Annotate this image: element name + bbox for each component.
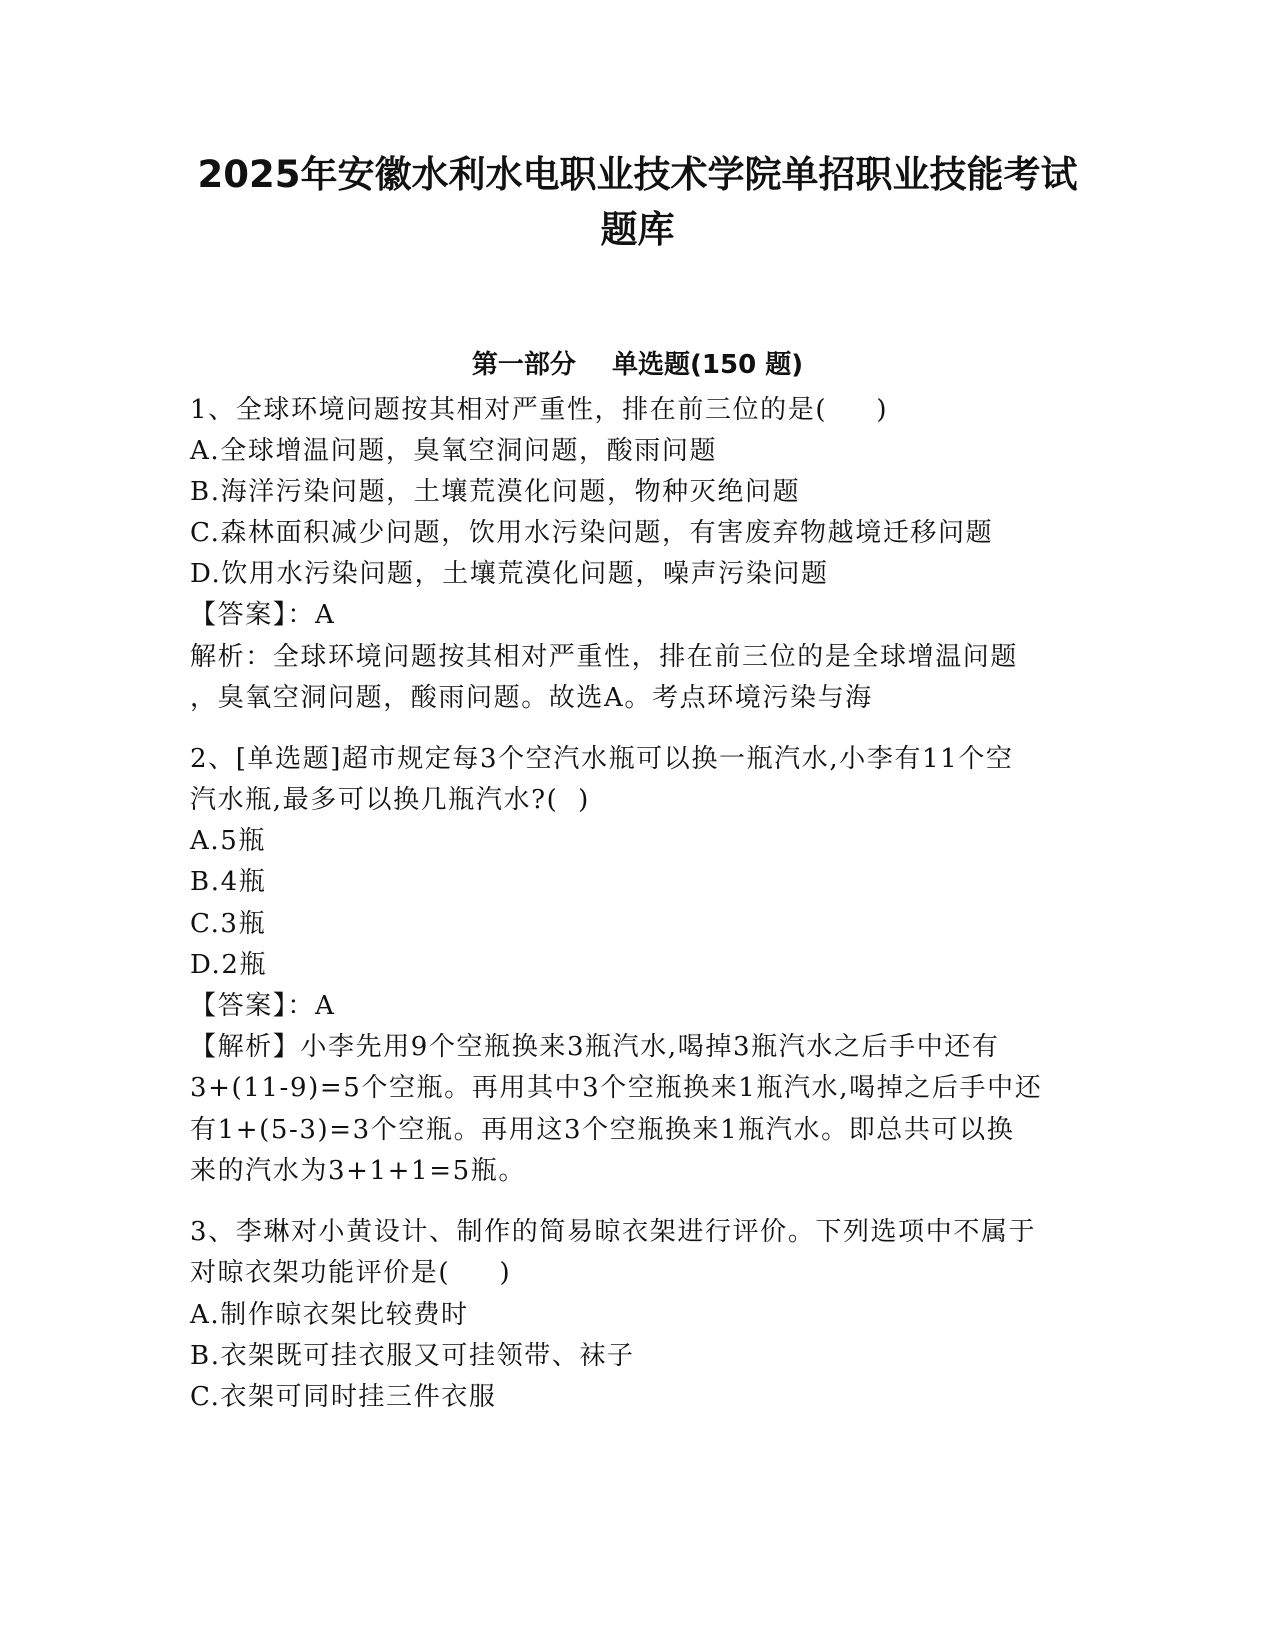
option-b: B.4瓶	[190, 867, 267, 897]
document-title-line-2: 题库	[600, 208, 675, 251]
section-heading: 第一部分 单选题(150 题)	[471, 350, 804, 380]
answer-line: 【答案】：A	[190, 600, 336, 630]
answer-line: 【答案】：A	[190, 991, 336, 1021]
explanation-line: 有1+(5-3)=3个空瓶。再用这3个空瓶换来1瓶汽水。即总共可以换	[190, 1115, 1015, 1145]
question-stem: 对晾衣架功能评价是( )	[190, 1258, 512, 1288]
option-d: D.2瓶	[190, 950, 268, 980]
explanation-line: 3+(11-9)=5个空瓶。再用其中3个空瓶换来1瓶汽水,喝掉之后手中还	[190, 1073, 1043, 1103]
explanation-line: 来的汽水为3+1+1=5瓶。	[190, 1156, 526, 1186]
question-stem: 1、全球环境问题按其相对严重性，排在前三位的是( )	[190, 395, 889, 425]
explanation-line: ，臭氧空洞问题，酸雨问题。故选A。考点环境污染与海	[190, 683, 873, 713]
option-a: A.5瓶	[190, 826, 266, 856]
explanation-line: 解析：全球环境问题按其相对严重性，排在前三位的是全球增温问题	[190, 642, 1019, 672]
option-c: C.衣架可同时挂三件衣服	[190, 1382, 497, 1412]
question-stem: 2、[单选题]超市规定每3个空汽水瓶可以换一瓶汽水,小李有11个空	[190, 744, 1014, 774]
option-a: A.制作晾衣架比较费时	[190, 1300, 469, 1330]
question-stem: 汽水瓶,最多可以换几瓶汽水?( )	[190, 785, 590, 815]
option-c: C.森林面积减少问题，饮用水污染问题，有害废弃物越境迁移问题	[190, 518, 994, 548]
question-stem: 3、李琳对小黄设计、制作的简易晾衣架进行评价。下列选项中不属于	[190, 1217, 1037, 1247]
option-d: D.饮用水污染问题，土壤荒漠化问题，噪声污染问题	[190, 559, 829, 589]
option-b: B.海洋污染问题，土壤荒漠化问题，物种灭绝问题	[190, 477, 801, 507]
document-title-line-1: 2025年安徽水利水电职业技术学院单招职业技能考试	[197, 153, 1078, 196]
option-b: B.衣架既可挂衣服又可挂领带、袜子	[190, 1341, 635, 1371]
explanation-line: 【解析】小李先用9个空瓶换来3瓶汽水,喝掉3瓶汽水之后手中还有	[190, 1032, 1000, 1062]
option-a: A.全球增温问题，臭氧空洞问题，酸雨问题	[190, 436, 718, 466]
option-c: C.3瓶	[190, 909, 267, 939]
